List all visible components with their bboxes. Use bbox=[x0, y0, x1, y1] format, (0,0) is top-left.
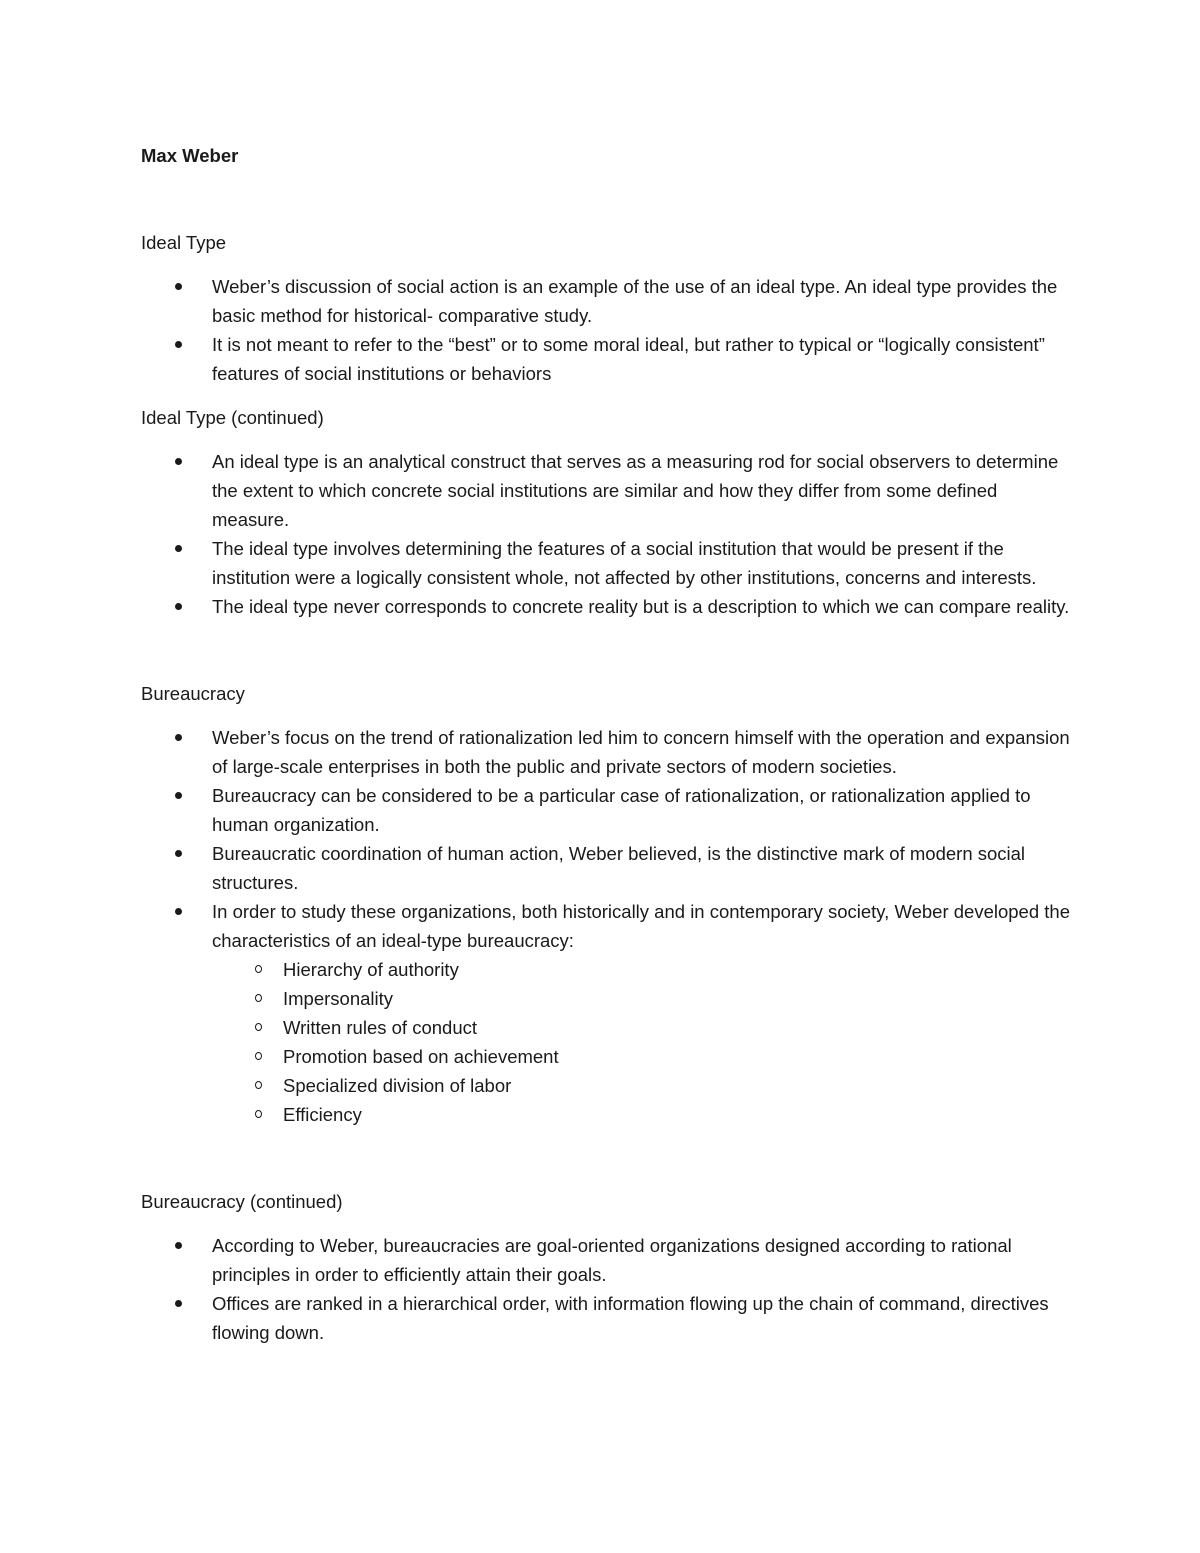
bullet-icon bbox=[175, 283, 182, 290]
bullet-icon bbox=[175, 603, 182, 610]
list-item bbox=[141, 839, 1071, 897]
bullet-icon bbox=[175, 734, 182, 741]
sub-list-item-text: Specialized division of labor bbox=[283, 1075, 512, 1096]
bullet-icon bbox=[175, 341, 182, 348]
bullet-icon bbox=[175, 1242, 182, 1249]
list-item-text: The ideal type involves determining the features of a social institution that would be present if the institution were a logically consistent whole, not affected by other institutions, concerns and interests. bbox=[212, 538, 1037, 588]
bullet-icon bbox=[175, 792, 182, 799]
section-heading: Bureaucracy (continued) bbox=[141, 1191, 343, 1212]
bullet-icon bbox=[175, 545, 182, 552]
list-item-text: According to Weber, bureaucracies are goal-oriented organizations designed according to rational principles in order to efficiently attain their goals. bbox=[212, 1235, 1012, 1285]
document-title: Max Weber bbox=[141, 145, 239, 166]
list-item bbox=[141, 592, 1071, 621]
circle-bullet-icon bbox=[255, 1110, 262, 1118]
circle-bullet-icon bbox=[255, 1023, 262, 1031]
sub-list-item-text: Hierarchy of authority bbox=[283, 959, 459, 980]
list-item-text: Offices are ranked in a hierarchical order, with information flowing up the chain of command, directives flowing down. bbox=[212, 1293, 1049, 1343]
sub-list-item bbox=[212, 1100, 1071, 1129]
section-heading: Bureaucracy bbox=[141, 683, 245, 704]
bullet-list bbox=[141, 272, 1071, 388]
document-body bbox=[141, 141, 1071, 1347]
circle-bullet-icon bbox=[255, 1081, 262, 1089]
section-ideal-type-continued bbox=[141, 403, 1071, 621]
sub-list-item bbox=[212, 1042, 1071, 1071]
sub-list-item bbox=[212, 955, 1071, 984]
bullet-icon bbox=[175, 850, 182, 857]
bullet-list bbox=[141, 723, 1071, 1129]
list-item-text: Weber’s focus on the trend of rationalization led him to concern himself with the operation and expansion of large-scale enterprises in both the public and private sectors of modern societies. bbox=[212, 727, 1070, 777]
list-item bbox=[141, 897, 1071, 1129]
bullet-list bbox=[141, 447, 1071, 621]
list-item-text: The ideal type never corresponds to concrete reality but is a description to which we can compare reality. bbox=[212, 596, 1070, 617]
list-item bbox=[141, 1231, 1071, 1289]
list-item-text: An ideal type is an analytical construct that serves as a measuring rod for social observers to determine the extent to which concrete social institutions are similar and how they differ from some defined measure. bbox=[212, 451, 1059, 530]
list-item bbox=[141, 723, 1071, 781]
bullet-icon bbox=[175, 1300, 182, 1307]
list-item bbox=[141, 272, 1071, 330]
circle-bullet-icon bbox=[255, 1052, 262, 1060]
section-bureaucracy bbox=[141, 679, 1071, 1129]
sub-list-item-text: Promotion based on achievement bbox=[283, 1046, 559, 1067]
sub-list-item-text: Efficiency bbox=[283, 1104, 362, 1125]
list-item-text: It is not meant to refer to the “best” or to some moral ideal, but rather to typical or “logically consistent” features of social institutions or behaviors bbox=[212, 334, 1045, 384]
sub-list-item bbox=[212, 984, 1071, 1013]
sub-list-item bbox=[212, 1013, 1071, 1042]
bullet-list bbox=[141, 1231, 1071, 1347]
section-heading: Ideal Type bbox=[141, 232, 227, 253]
circle-bullet-icon bbox=[255, 994, 262, 1002]
list-item-text: Bureaucratic coordination of human action, Weber believed, is the distinctive mark of modern social structures. bbox=[212, 843, 1026, 893]
list-item-text: Weber’s discussion of social action is an example of the use of an ideal type. An ideal type provides the basic method for historical- comparative study. bbox=[212, 276, 1058, 326]
section-bureaucracy-continued bbox=[141, 1187, 1071, 1347]
list-item bbox=[141, 781, 1071, 839]
section-ideal-type bbox=[141, 228, 1071, 388]
circle-bullet-icon bbox=[255, 965, 262, 973]
list-item bbox=[141, 534, 1071, 592]
sub-list-item-text: Written rules of conduct bbox=[283, 1017, 477, 1038]
list-item bbox=[141, 447, 1071, 534]
section-heading: Ideal Type (continued) bbox=[141, 407, 324, 428]
sub-bullet-list bbox=[212, 955, 1071, 1129]
list-item-text: In order to study these organizations, both historically and in contemporary society, Weber developed the characteristics of an ideal-type bureaucracy: bbox=[212, 901, 1070, 951]
bullet-icon bbox=[175, 908, 182, 915]
sub-list-item bbox=[212, 1071, 1071, 1100]
bullet-icon bbox=[175, 458, 182, 465]
list-item bbox=[141, 330, 1071, 388]
list-item bbox=[141, 1289, 1071, 1347]
sub-list-item-text: Impersonality bbox=[283, 988, 394, 1009]
list-item-text: Bureaucracy can be considered to be a particular case of rationalization, or rationalization applied to human organization. bbox=[212, 785, 1031, 835]
